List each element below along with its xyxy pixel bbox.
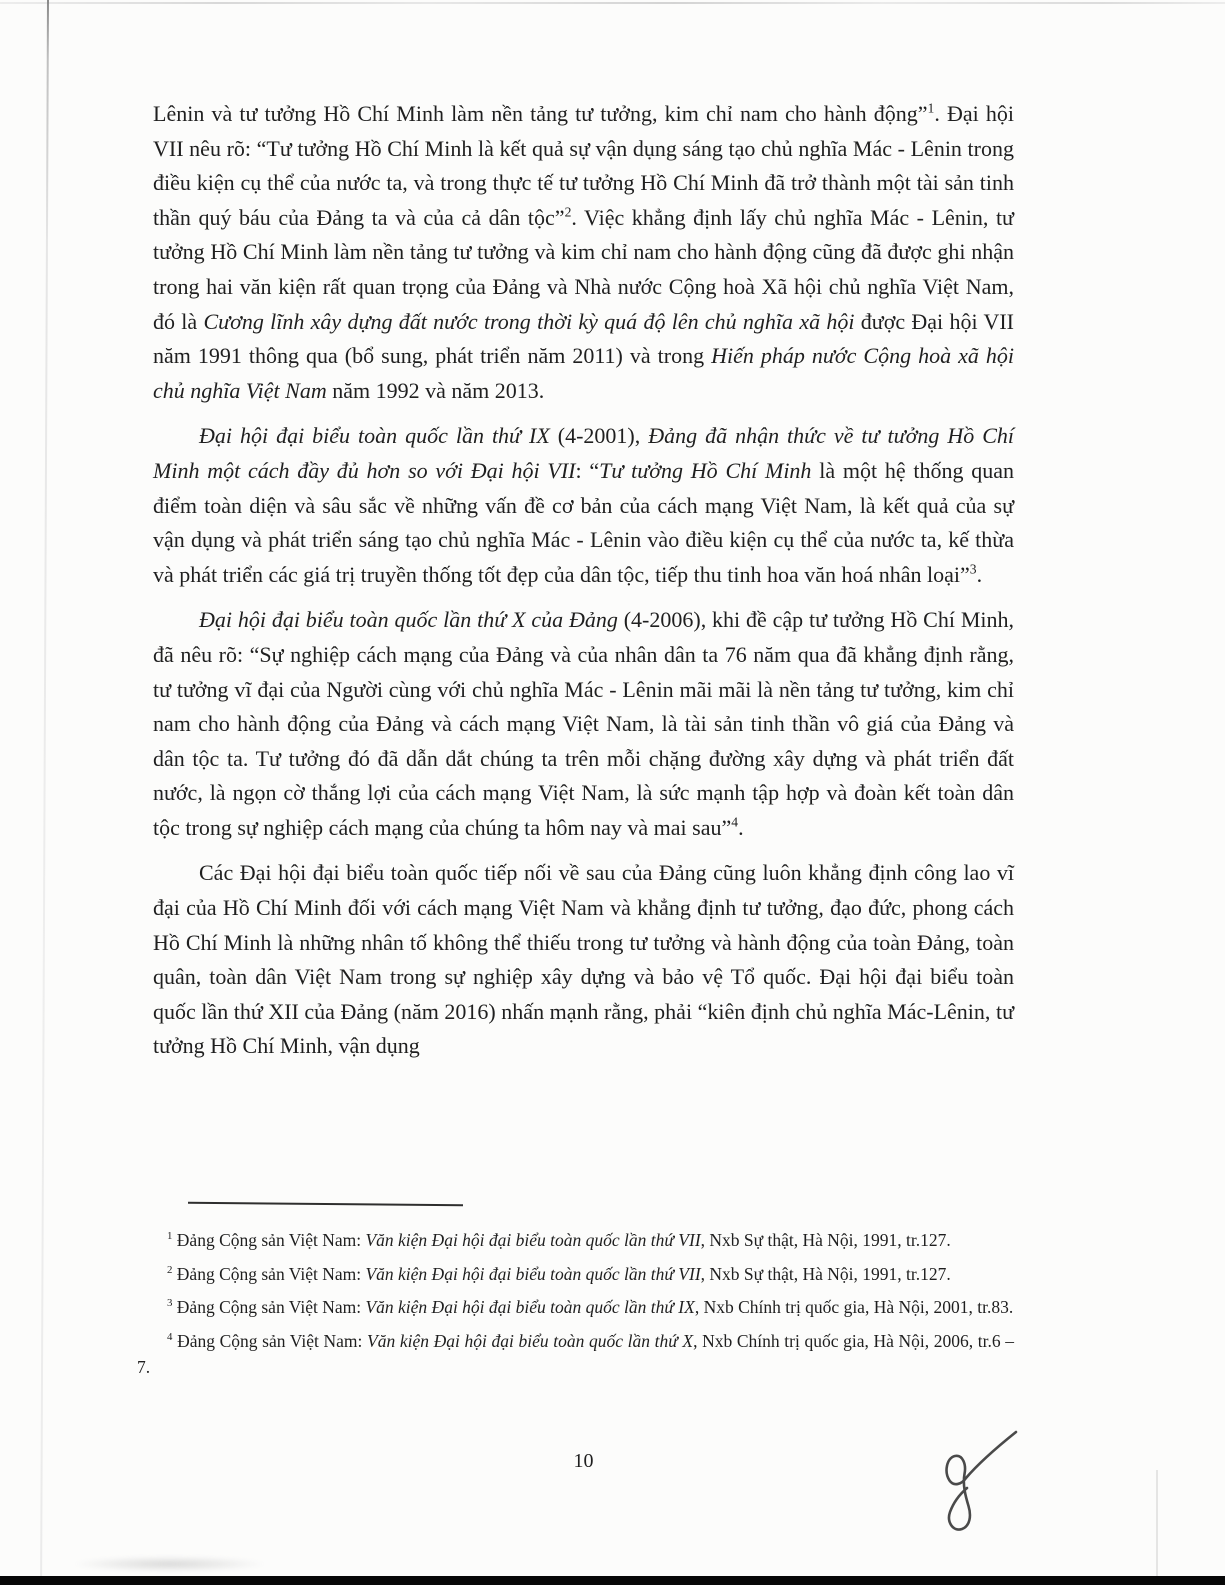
text-run: Lênin và tư tưởng Hồ Chí Minh làm nền tảng tư tưởng, kim chỉ nam cho hành động” <box>153 101 928 126</box>
text-run: Đảng Cộng sản Việt Nam: <box>176 1230 366 1250</box>
text-run: Văn kiện Đại hội đại biểu toàn quốc lần thứ VII <box>365 1230 701 1250</box>
text-run: Đảng Cộng sản Việt Nam: <box>176 1263 366 1284</box>
footnote-item <box>137 1227 1014 1254</box>
text-run: , Nxb Chính trị quốc gia, Hà Nội, 2006, tr.6 – 7. <box>137 1330 1015 1377</box>
text-run: là một hệ thống quan điểm toàn diện và sâu sắc về những vấn đề cơ bản của cách mạng Việt Nam, là kết quả của sự vận dụng và phát triển sáng tạo chủ nghĩa Mác - Lênin vào điều kiện cụ thể của nước ta, kế thừa và phát triển các giá trị truyền thống tốt đẹp của dân tộc, tiếp thu tinh hoa văn hoá nhân loại” <box>153 457 1015 587</box>
scan-edge-right <box>1156 1470 1158 1577</box>
text-run: Văn kiện Đại hội đại biểu toàn quốc lần thứ X <box>367 1330 694 1351</box>
footnote-reference: 3 <box>969 561 977 577</box>
text-run: Hiến pháp nước Cộng hoà xã hội chủ nghĩa Việt Nam <box>153 343 1014 403</box>
footnote-marker: 1 <box>167 1230 173 1243</box>
text-run: . Đại hội VII nêu rõ: “Tư tưởng Hồ Chí Minh là kết quả sự vận dụng sáng tạo chủ nghĩa Mác - Lênin trong điều kiện cụ thể của nước ta, và trong thực tế tư tưởng Hồ Chí Minh đã trở thành một tài sản tinh thần quý báu của Đảng ta và của cả dân tộc” <box>153 101 1014 230</box>
text-run: , Nxb Sự thật, Hà Nội, 1991, tr.127. <box>700 1230 951 1250</box>
text-run: Đại hội đại biểu toàn quốc lần thứ IX <box>199 423 550 449</box>
footnote-marker: 2 <box>167 1263 173 1276</box>
footnote-item <box>137 1261 1014 1288</box>
footnote-reference: 1 <box>927 100 935 116</box>
text-run: , Nxb Chính trị quốc gia, Hà Nội, 2001, tr.83. <box>694 1297 1014 1317</box>
paragraph <box>153 419 1014 592</box>
text-run: Tư tưởng Hồ Chí Minh <box>599 457 812 483</box>
page-number: 10 <box>573 1450 594 1472</box>
text-run: . <box>976 561 983 587</box>
text-run: được Đại hội VII năm 1991 thông qua (bổ sung, phát triển năm 2011) và trong <box>153 308 1014 369</box>
text-run: Văn kiện Đại hội đại biểu toàn quốc lần thứ VII <box>365 1263 701 1284</box>
footnote-reference: 4 <box>731 814 739 830</box>
scan-edge-left <box>40 0 49 1585</box>
text-run: : “ <box>575 457 600 483</box>
scan-edge-bottom <box>0 1576 1225 1585</box>
text-run: Đảng Cộng sản Việt Nam: <box>177 1330 368 1351</box>
text-run: Cương lĩnh xây dựng đất nước trong thời kỳ quá độ lên chủ nghĩa xã hội <box>203 308 855 334</box>
text-run: Văn kiện Đại hội đại biểu toàn quốc lần thứ IX <box>365 1297 695 1317</box>
footnote-separator <box>188 1202 463 1206</box>
scan-edge-top <box>0 2 1225 4</box>
scan-smudge <box>72 1556 267 1572</box>
text-run: Đảng Cộng sản Việt Nam: <box>176 1297 366 1317</box>
text-run: Các Đại hội đại biểu toàn quốc tiếp nối về sau của Đảng cũng luôn khẳng định công lao vĩ đại của Hồ Chí Minh đối với cách mạng Việt Nam và khẳng định tư tưởng, đạo đức, phong cách Hồ Chí Minh là những nhân tố không thể thiếu trong tư tưởng và hành động của toàn Đảng, toàn quân, toàn dân Việt Nam trong sự nghiệp xây dựng và bảo vệ Tổ quốc. Đại hội đại biểu toàn quốc lần thứ XII của Đảng (năm 2016) nhấn mạnh rằng, phải “kiên định chủ nghĩa Mác-Lênin, tư tưởng Hồ Chí Minh, vận dụng <box>153 860 1014 1059</box>
signature-mark-icon <box>920 1426 1020 1531</box>
body-text <box>153 97 1014 1075</box>
footnotes <box>137 1227 1014 1388</box>
text-run: năm 1992 và năm 2013. <box>326 377 545 403</box>
text-run: . Việc khẳng định lấy chủ nghĩa Mác - Lênin, tư tưởng Hồ Chí Minh làm nền tảng tư tưởng và kim chỉ nam cho hành động cũng đã được ghi nhận trong hai văn kiện rất quan trọng của Đảng và Nhà nước Cộng hoà Xã hội chủ nghĩa Việt Nam, đó là <box>153 204 1014 334</box>
text-run: Đại hội đại biểu toàn quốc lần thứ X của Đảng <box>199 607 618 633</box>
text-run: . <box>738 814 744 840</box>
text-run: Đảng đã nhận thức về tư tưởng Hồ Chí Minh một cách đầy đủ hơn so với Đại hội VII <box>153 423 1014 483</box>
footnote-marker: 3 <box>167 1297 173 1310</box>
paragraph <box>153 603 1014 845</box>
paragraph <box>153 856 1014 1064</box>
footnote-item <box>137 1294 1014 1321</box>
text-run: (4-2001), <box>549 423 649 449</box>
text-run: , Nxb Sự thật, Hà Nội, 1991, tr.127. <box>700 1263 951 1284</box>
footnote-item <box>137 1328 1014 1381</box>
footnote-reference: 2 <box>564 204 572 220</box>
text-run: (4-2006), khi đề cập tư tưởng Hồ Chí Minh, đã nêu rõ: “Sự nghiệp cách mạng của Đảng và của nhân dân ta 76 năm qua đã khẳng định rằng, tư tưởng vĩ đại của Người cùng với chủ nghĩa Mác - Lênin mãi mãi là nền tảng tư tưởng, kim chỉ nam cho hành động của Đảng và cách mạng Việt Nam, là tài sản tinh thần vô giá của Đảng và dân tộc ta. Tư tưởng đó đã dẫn dắt chúng ta trên mỗi chặng đường xây dựng và phát triển đất nước, là ngọn cờ thắng lợi của cách mạng Việt Nam, là sức mạnh tập hợp và đoàn kết toàn dân tộc trong sự nghiệp cách mạng của chúng ta hôm nay và mai sau” <box>153 607 1014 840</box>
paragraph <box>153 97 1014 408</box>
footnote-marker: 4 <box>167 1330 173 1343</box>
